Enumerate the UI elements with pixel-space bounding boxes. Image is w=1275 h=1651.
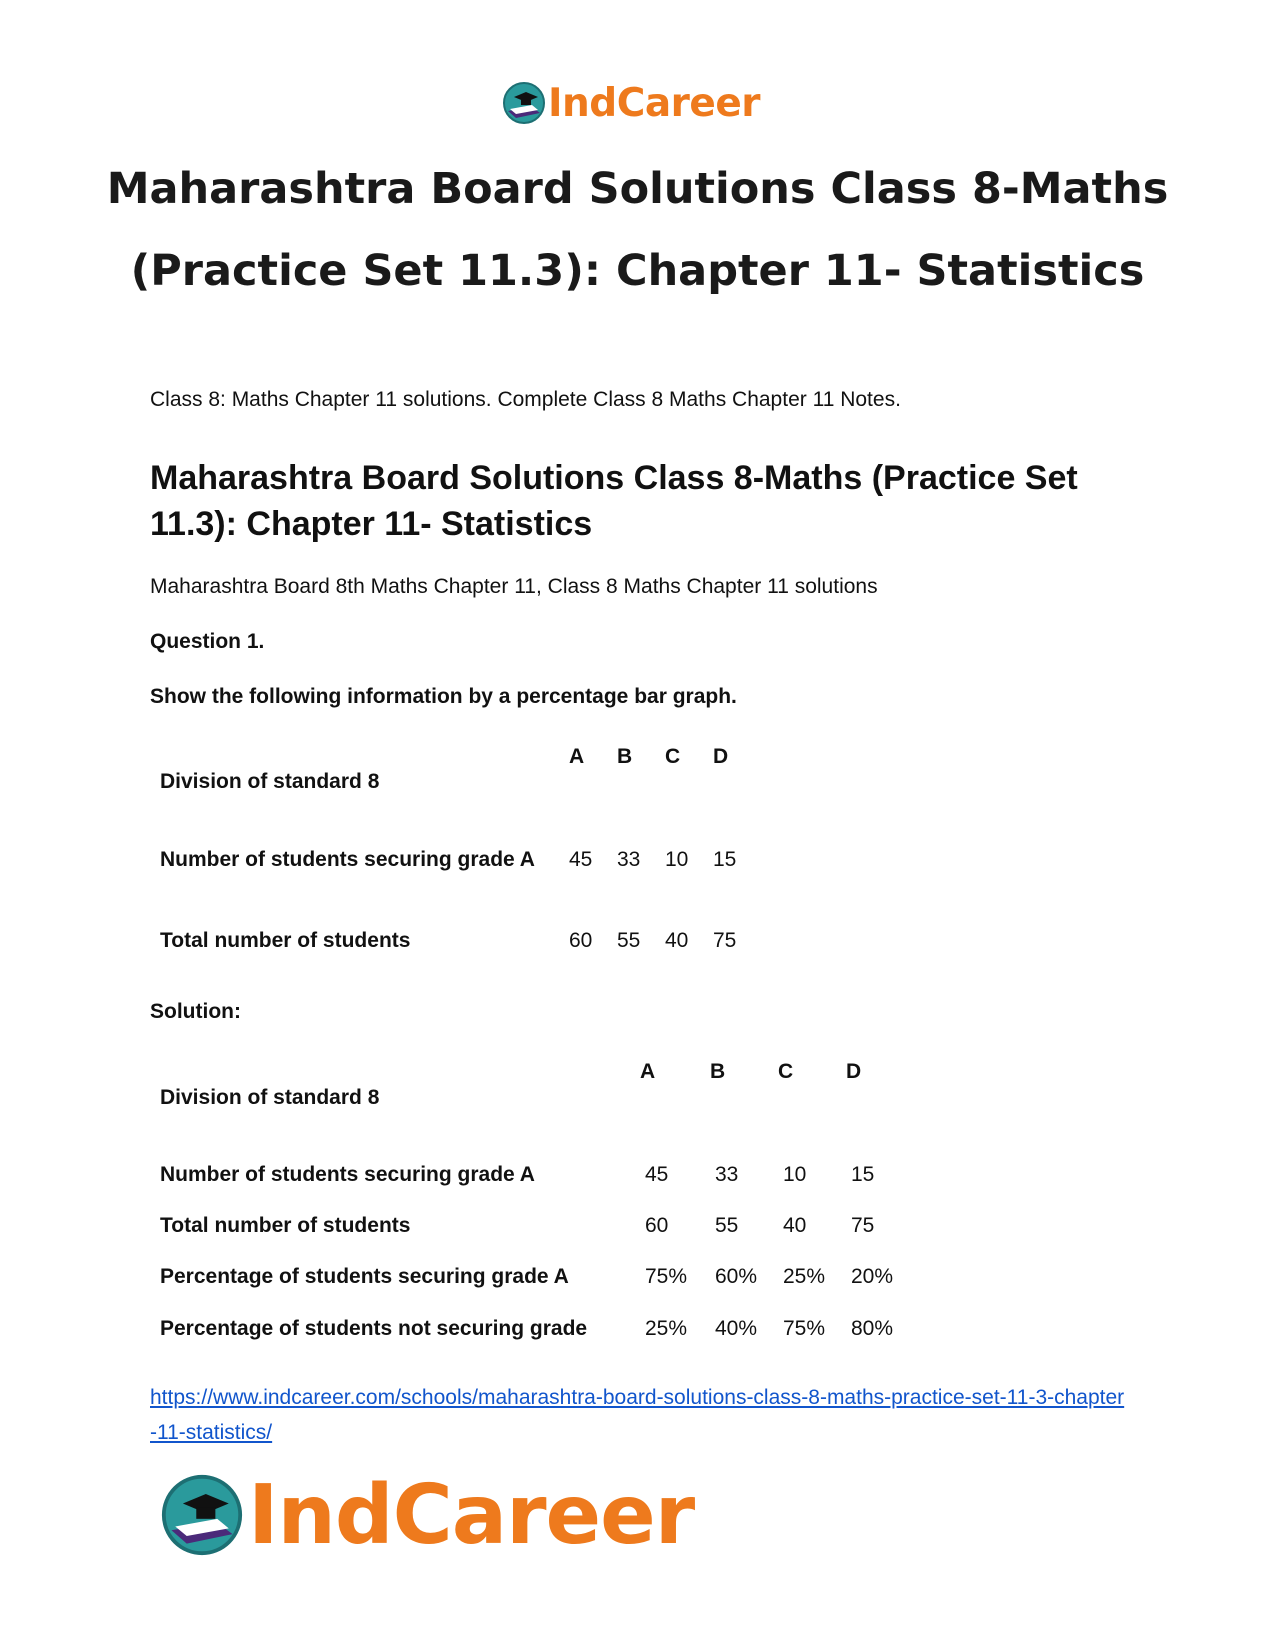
table-header-cell: B bbox=[617, 745, 633, 768]
table-cell: 15 bbox=[713, 848, 737, 871]
table-row-label: Percentage of students securing grade A bbox=[160, 1265, 569, 1288]
title-line-2: (Practice Set 11.3): Chapter 11- Statistics bbox=[130, 246, 1145, 296]
table-cell: 80% bbox=[851, 1317, 894, 1340]
table-header-cell: B bbox=[710, 1060, 726, 1083]
table-row-label: Total number of students bbox=[160, 1214, 411, 1237]
table-cell: 40 bbox=[665, 929, 689, 952]
table-cell: 75 bbox=[713, 929, 737, 952]
table-cell: 75% bbox=[783, 1317, 826, 1340]
table-row-label: Division of standard 8 bbox=[160, 1086, 380, 1109]
table-cell: 55 bbox=[715, 1214, 739, 1237]
section-subtitle: Maharashtra Board 8th Maths Chapter 11, Class 8 Maths Chapter 11 solutions bbox=[150, 575, 878, 598]
table-cell: 75 bbox=[851, 1214, 875, 1237]
table-cell: 15 bbox=[851, 1163, 875, 1186]
footer-logo bbox=[160, 1467, 695, 1563]
source-link[interactable]: https://www.indcareer.com/schools/maharashtra-board-solutions-class-8-maths-practice-set-11-3-chapter-11-statistics/ bbox=[150, 1386, 1125, 1444]
table-cell: 10 bbox=[665, 848, 689, 871]
table-cell: 20% bbox=[851, 1265, 894, 1288]
question-text: Show the following information by a percentage bar graph. bbox=[150, 685, 737, 708]
page-title bbox=[80, 148, 1195, 312]
table-cell: 55 bbox=[617, 929, 641, 952]
table-cell: 60 bbox=[645, 1214, 669, 1237]
globe-book-icon bbox=[160, 1473, 244, 1557]
table-header-cell: C bbox=[665, 745, 681, 768]
table-cell: 40% bbox=[715, 1317, 758, 1340]
table-header-cell: D bbox=[846, 1060, 862, 1083]
table-cell: 60% bbox=[715, 1265, 758, 1288]
table-header-cell: C bbox=[778, 1060, 794, 1083]
table-cell: 40 bbox=[783, 1214, 807, 1237]
table-cell: 45 bbox=[645, 1163, 669, 1186]
title-line-1: Maharashtra Board Solutions Class 8-Maths bbox=[106, 164, 1169, 214]
table-row-label: Percentage of students not securing grade bbox=[160, 1317, 588, 1340]
table-row-label: Number of students securing grade A bbox=[160, 848, 535, 871]
table-row-label: Number of students securing grade A bbox=[160, 1163, 535, 1186]
section-heading: Maharashtra Board Solutions Class 8-Maths (Practice Set 11.3): Chapter 11- Statistics bbox=[150, 459, 1078, 543]
table-header-cell: A bbox=[569, 745, 585, 768]
solution-label: Solution: bbox=[150, 1000, 241, 1023]
globe-book-icon bbox=[502, 81, 546, 125]
table-cell: 45 bbox=[569, 848, 593, 871]
question-label: Question 1. bbox=[150, 630, 265, 653]
brand-name: IndCareer bbox=[548, 80, 760, 126]
table-cell: 25% bbox=[783, 1265, 826, 1288]
header-logo bbox=[502, 80, 760, 126]
table-cell: 60 bbox=[569, 929, 593, 952]
table-cell: 33 bbox=[617, 848, 641, 871]
table-row-label: Total number of students bbox=[160, 929, 411, 952]
table-row-label: Division of standard 8 bbox=[160, 770, 380, 793]
table-cell: 10 bbox=[783, 1163, 807, 1186]
table-cell: 33 bbox=[715, 1163, 739, 1186]
brand-name: IndCareer bbox=[248, 1467, 695, 1563]
table-header-cell: A bbox=[640, 1060, 656, 1083]
table-cell: 25% bbox=[645, 1317, 688, 1340]
intro-text: Class 8: Maths Chapter 11 solutions. Complete Class 8 Maths Chapter 11 Notes. bbox=[150, 388, 901, 411]
table-header-cell: D bbox=[713, 745, 729, 768]
table-cell: 75% bbox=[645, 1265, 688, 1288]
